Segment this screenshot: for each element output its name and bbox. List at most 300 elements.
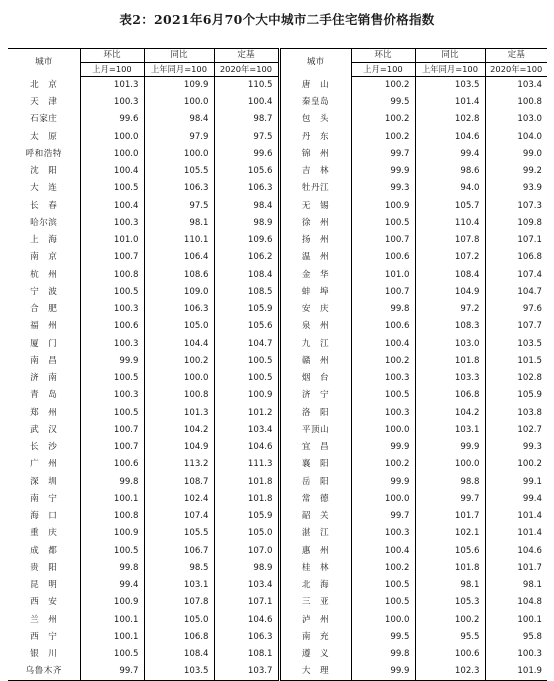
base-value-right: 102.8 bbox=[485, 370, 547, 387]
base-value-left: 108.1 bbox=[214, 646, 279, 663]
mom-value-left: 100.7 bbox=[80, 249, 144, 266]
city-name-right: 济 宁 bbox=[279, 387, 351, 404]
yoy-value-right: 103.1 bbox=[415, 422, 485, 439]
base-value-right: 103.0 bbox=[485, 111, 547, 128]
yoy-value-right: 108.3 bbox=[415, 318, 485, 335]
base-value-right: 99.2 bbox=[485, 163, 547, 180]
base-value-right: 99.1 bbox=[485, 473, 547, 490]
yoy-value-left: 105.0 bbox=[144, 318, 214, 335]
city-name-right: 常 德 bbox=[279, 491, 351, 508]
mom-value-left: 99.4 bbox=[80, 577, 144, 594]
city-name-left: 南 昌 bbox=[30, 355, 58, 366]
mom-value-right: 100.7 bbox=[351, 284, 415, 301]
yoy-value-left: 98.5 bbox=[144, 560, 214, 577]
base-value-right: 104.8 bbox=[485, 594, 547, 611]
mom-value-right: 101.0 bbox=[351, 266, 415, 283]
table-row bbox=[8, 629, 547, 646]
base-value-left: 107.1 bbox=[214, 594, 279, 611]
city-name-left: 宁 波 bbox=[30, 286, 58, 297]
yoy-value-right: 104.6 bbox=[415, 128, 485, 145]
city-name-right: 湛 江 bbox=[279, 525, 351, 542]
yoy-value-left: 98.1 bbox=[144, 215, 214, 232]
yoy-value-right: 102.1 bbox=[415, 525, 485, 542]
yoy-value-right: 99.9 bbox=[415, 439, 485, 456]
table-row bbox=[8, 94, 547, 111]
city-name-right: 泸 州 bbox=[279, 611, 351, 628]
table-row bbox=[8, 456, 547, 473]
city-name-right: 金 华 bbox=[279, 266, 351, 283]
yoy-value-left: 106.3 bbox=[144, 301, 214, 318]
header-yoy-right: 同比 bbox=[415, 49, 485, 63]
table-row bbox=[8, 318, 547, 335]
mom-value-right: 99.8 bbox=[351, 301, 415, 318]
city-name-left: 太 原 bbox=[30, 131, 58, 142]
mom-value-left: 100.8 bbox=[80, 266, 144, 283]
base-value-left: 105.9 bbox=[214, 301, 279, 318]
city-name-left: 天 津 bbox=[30, 97, 58, 108]
city-name-left: 北 京 bbox=[30, 79, 58, 90]
mom-value-left: 100.5 bbox=[80, 370, 144, 387]
city-name-right: 秦皇岛 bbox=[279, 94, 351, 111]
base-value-right: 104.6 bbox=[485, 542, 547, 559]
city-name-left: 成 都 bbox=[30, 545, 58, 556]
mom-value-right: 100.4 bbox=[351, 542, 415, 559]
yoy-value-right: 99.4 bbox=[415, 146, 485, 163]
city-name-left: 海 口 bbox=[30, 511, 58, 522]
base-value-right: 99.0 bbox=[485, 146, 547, 163]
yoy-value-right: 106.8 bbox=[415, 387, 485, 404]
table-row bbox=[8, 301, 547, 318]
base-value-right: 107.7 bbox=[485, 318, 547, 335]
base-value-left: 97.5 bbox=[214, 128, 279, 145]
mom-value-right: 100.0 bbox=[351, 611, 415, 628]
base-value-right: 109.8 bbox=[485, 215, 547, 232]
header-mom-base-left: 上月=100 bbox=[80, 63, 144, 77]
table-body bbox=[8, 77, 547, 681]
header-base-right: 定基 bbox=[485, 49, 547, 63]
yoy-value-right: 107.8 bbox=[415, 232, 485, 249]
city-name-right: 平顶山 bbox=[279, 422, 351, 439]
mom-value-left: 100.5 bbox=[80, 542, 144, 559]
yoy-value-right: 94.0 bbox=[415, 180, 485, 197]
city-name-right: 韶 关 bbox=[279, 508, 351, 525]
city-name-left: 武 汉 bbox=[30, 424, 58, 435]
city-name-left: 郑 州 bbox=[30, 407, 58, 418]
mom-value-right: 100.2 bbox=[351, 353, 415, 370]
table-row bbox=[8, 284, 547, 301]
city-name-left: 广 州 bbox=[30, 459, 58, 470]
yoy-value-right: 101.7 bbox=[415, 508, 485, 525]
base-value-left: 107.0 bbox=[214, 542, 279, 559]
city-name-left: 南 京 bbox=[30, 252, 58, 263]
base-value-left: 98.9 bbox=[214, 215, 279, 232]
city-name-right: 惠 州 bbox=[279, 542, 351, 559]
city-name-right: 遵 义 bbox=[279, 646, 351, 663]
table-row bbox=[8, 111, 547, 128]
base-value-left: 100.9 bbox=[214, 387, 279, 404]
table-row bbox=[8, 560, 547, 577]
city-name-left: 贵 阳 bbox=[30, 562, 58, 573]
table-row bbox=[8, 473, 547, 490]
base-value-right: 107.4 bbox=[485, 266, 547, 283]
yoy-value-left: 105.5 bbox=[144, 525, 214, 542]
city-name-right: 丹 东 bbox=[279, 128, 351, 145]
city-name-right: 泉 州 bbox=[279, 318, 351, 335]
mom-value-left: 100.5 bbox=[80, 404, 144, 421]
mom-value-left: 99.8 bbox=[80, 473, 144, 490]
mom-value-right: 100.3 bbox=[351, 525, 415, 542]
yoy-value-left: 100.0 bbox=[144, 370, 214, 387]
yoy-value-right: 101.4 bbox=[415, 94, 485, 111]
base-value-left: 110.5 bbox=[214, 77, 279, 94]
mom-value-left: 99.9 bbox=[80, 353, 144, 370]
header-city-right: 城市 bbox=[279, 49, 351, 77]
mom-value-left: 100.0 bbox=[80, 128, 144, 145]
mom-value-left: 100.5 bbox=[80, 284, 144, 301]
city-name-left: 合 肥 bbox=[30, 304, 58, 315]
header-mom-left: 环比 bbox=[80, 49, 144, 63]
city-name-right: 无 锡 bbox=[279, 197, 351, 214]
city-name-left: 兰 州 bbox=[30, 614, 58, 625]
header-row-2 bbox=[8, 63, 547, 77]
city-name-right: 包 头 bbox=[279, 111, 351, 128]
yoy-value-right: 104.9 bbox=[415, 284, 485, 301]
city-name-left: 长 春 bbox=[30, 200, 58, 211]
city-name-left: 重 庆 bbox=[30, 528, 58, 539]
base-value-right: 104.0 bbox=[485, 128, 547, 145]
header-mom-base-right: 上月=100 bbox=[351, 63, 415, 77]
mom-value-left: 100.7 bbox=[80, 422, 144, 439]
city-name-right: 大 理 bbox=[279, 663, 351, 680]
mom-value-left: 99.8 bbox=[80, 560, 144, 577]
table-row bbox=[8, 404, 547, 421]
mom-value-right: 99.7 bbox=[351, 508, 415, 525]
mom-value-right: 100.0 bbox=[351, 422, 415, 439]
mom-value-right: 99.8 bbox=[351, 646, 415, 663]
base-value-left: 104.7 bbox=[214, 335, 279, 352]
mom-value-right: 99.5 bbox=[351, 629, 415, 646]
base-value-left: 108.5 bbox=[214, 284, 279, 301]
mom-value-left: 100.3 bbox=[80, 94, 144, 111]
base-value-left: 103.4 bbox=[214, 577, 279, 594]
base-value-left: 108.4 bbox=[214, 266, 279, 283]
base-value-right: 106.8 bbox=[485, 249, 547, 266]
base-value-left: 99.6 bbox=[214, 146, 279, 163]
mom-value-left: 100.6 bbox=[80, 456, 144, 473]
table-row bbox=[8, 180, 547, 197]
mom-value-right: 100.5 bbox=[351, 387, 415, 404]
table-row bbox=[8, 146, 547, 163]
table-row bbox=[8, 422, 547, 439]
base-value-left: 104.6 bbox=[214, 611, 279, 628]
base-value-left: 106.2 bbox=[214, 249, 279, 266]
yoy-value-left: 109.0 bbox=[144, 284, 214, 301]
mom-value-left: 100.7 bbox=[80, 439, 144, 456]
base-value-right: 97.6 bbox=[485, 301, 547, 318]
city-name-right: 牡丹江 bbox=[279, 180, 351, 197]
base-value-right: 107.1 bbox=[485, 232, 547, 249]
yoy-value-left: 106.8 bbox=[144, 629, 214, 646]
mom-value-left: 100.3 bbox=[80, 301, 144, 318]
yoy-value-left: 97.9 bbox=[144, 128, 214, 145]
yoy-value-right: 101.8 bbox=[415, 353, 485, 370]
base-value-right: 102.7 bbox=[485, 422, 547, 439]
yoy-value-right: 100.6 bbox=[415, 646, 485, 663]
mom-value-left: 99.6 bbox=[80, 111, 144, 128]
yoy-value-right: 95.5 bbox=[415, 629, 485, 646]
mom-value-right: 99.7 bbox=[351, 146, 415, 163]
table-row bbox=[8, 491, 547, 508]
city-name-right: 吉 林 bbox=[279, 163, 351, 180]
yoy-value-right: 107.2 bbox=[415, 249, 485, 266]
yoy-value-right: 98.6 bbox=[415, 163, 485, 180]
city-name-left: 杭 州 bbox=[30, 269, 58, 280]
city-name-right: 安 庆 bbox=[279, 301, 351, 318]
yoy-value-left: 110.1 bbox=[144, 232, 214, 249]
base-value-left: 98.7 bbox=[214, 111, 279, 128]
yoy-value-right: 104.2 bbox=[415, 404, 485, 421]
yoy-value-left: 104.2 bbox=[144, 422, 214, 439]
base-value-right: 101.4 bbox=[485, 508, 547, 525]
mom-value-right: 100.5 bbox=[351, 577, 415, 594]
price-index-table bbox=[8, 48, 547, 681]
mom-value-left: 100.6 bbox=[80, 318, 144, 335]
yoy-value-left: 106.3 bbox=[144, 180, 214, 197]
mom-value-right: 100.2 bbox=[351, 77, 415, 94]
base-value-right: 101.5 bbox=[485, 353, 547, 370]
yoy-value-left: 105.5 bbox=[144, 163, 214, 180]
mom-value-left: 100.0 bbox=[80, 146, 144, 163]
city-name-right: 赣 州 bbox=[279, 353, 351, 370]
mom-value-left: 101.3 bbox=[80, 77, 144, 94]
yoy-value-right: 102.8 bbox=[415, 111, 485, 128]
city-name-right: 温 州 bbox=[279, 249, 351, 266]
yoy-value-left: 100.0 bbox=[144, 94, 214, 111]
mom-value-left: 100.3 bbox=[80, 387, 144, 404]
table-title: 表2：2021年6月70个大中城市二手住宅销售价格指数 bbox=[119, 12, 435, 27]
mom-value-right: 100.6 bbox=[351, 249, 415, 266]
table-row bbox=[8, 353, 547, 370]
city-name-left: 呼和浩特 bbox=[25, 148, 62, 159]
yoy-value-left: 100.2 bbox=[144, 353, 214, 370]
base-value-left: 105.6 bbox=[214, 318, 279, 335]
table-row bbox=[8, 249, 547, 266]
yoy-value-left: 104.4 bbox=[144, 335, 214, 352]
base-value-right: 100.8 bbox=[485, 94, 547, 111]
mom-value-right: 100.2 bbox=[351, 456, 415, 473]
mom-value-right: 99.9 bbox=[351, 473, 415, 490]
header-base-left: 定基 bbox=[214, 49, 279, 63]
base-value-left: 105.9 bbox=[214, 508, 279, 525]
city-name-right: 桂 林 bbox=[279, 560, 351, 577]
mom-value-right: 100.5 bbox=[351, 594, 415, 611]
city-name-right: 岳 阳 bbox=[279, 473, 351, 490]
yoy-value-right: 102.3 bbox=[415, 663, 485, 680]
base-value-right: 95.8 bbox=[485, 629, 547, 646]
city-name-right: 襄 阳 bbox=[279, 456, 351, 473]
mom-value-right: 100.3 bbox=[351, 404, 415, 421]
city-name-left: 上 海 bbox=[30, 235, 58, 246]
city-name-right: 锦 州 bbox=[279, 146, 351, 163]
city-name-left: 乌鲁木齐 bbox=[25, 666, 62, 677]
base-value-right: 99.4 bbox=[485, 491, 547, 508]
mom-value-right: 100.0 bbox=[351, 491, 415, 508]
city-name-left: 福 州 bbox=[30, 321, 58, 332]
yoy-value-right: 98.8 bbox=[415, 473, 485, 490]
mom-value-right: 100.3 bbox=[351, 370, 415, 387]
mom-value-left: 100.1 bbox=[80, 629, 144, 646]
city-name-left: 大 连 bbox=[30, 183, 58, 194]
city-name-right: 三 亚 bbox=[279, 594, 351, 611]
base-value-left: 100.5 bbox=[214, 353, 279, 370]
yoy-value-right: 100.2 bbox=[415, 611, 485, 628]
header-row-1 bbox=[8, 49, 547, 63]
mom-value-right: 99.9 bbox=[351, 163, 415, 180]
table-row bbox=[8, 77, 547, 94]
city-name-right: 扬 州 bbox=[279, 232, 351, 249]
city-name-right: 洛 阳 bbox=[279, 404, 351, 421]
mom-value-left: 100.4 bbox=[80, 163, 144, 180]
city-name-left: 青 岛 bbox=[30, 390, 58, 401]
base-value-left: 106.3 bbox=[214, 180, 279, 197]
table-row bbox=[8, 439, 547, 456]
yoy-value-left: 108.7 bbox=[144, 473, 214, 490]
table-row bbox=[8, 197, 547, 214]
yoy-value-right: 98.1 bbox=[415, 577, 485, 594]
base-value-left: 101.8 bbox=[214, 491, 279, 508]
city-name-left: 哈尔滨 bbox=[30, 217, 58, 228]
header-base-base-left: 2020年=100 bbox=[214, 63, 279, 77]
city-name-left: 深 圳 bbox=[30, 476, 58, 487]
yoy-value-right: 99.7 bbox=[415, 491, 485, 508]
base-value-left: 103.4 bbox=[214, 422, 279, 439]
mom-value-right: 100.4 bbox=[351, 335, 415, 352]
table-row bbox=[8, 611, 547, 628]
table-row bbox=[8, 387, 547, 404]
base-value-right: 100.3 bbox=[485, 646, 547, 663]
table-row bbox=[8, 594, 547, 611]
table-row bbox=[8, 335, 547, 352]
mom-value-left: 99.7 bbox=[80, 663, 144, 680]
base-value-right: 103.8 bbox=[485, 404, 547, 421]
mom-value-left: 100.9 bbox=[80, 594, 144, 611]
table-row bbox=[8, 370, 547, 387]
yoy-value-right: 108.4 bbox=[415, 266, 485, 283]
city-name-right: 九 江 bbox=[279, 335, 351, 352]
city-name-right: 徐 州 bbox=[279, 215, 351, 232]
yoy-value-left: 102.4 bbox=[144, 491, 214, 508]
base-value-right: 101.4 bbox=[485, 525, 547, 542]
base-value-right: 105.9 bbox=[485, 387, 547, 404]
mom-value-right: 100.2 bbox=[351, 128, 415, 145]
mom-value-right: 99.3 bbox=[351, 180, 415, 197]
base-value-right: 98.1 bbox=[485, 577, 547, 594]
table-row bbox=[8, 128, 547, 145]
city-name-left: 南 宁 bbox=[30, 493, 58, 504]
yoy-value-right: 100.0 bbox=[415, 456, 485, 473]
base-value-left: 103.7 bbox=[214, 663, 279, 680]
mom-value-right: 100.5 bbox=[351, 215, 415, 232]
yoy-value-right: 105.6 bbox=[415, 542, 485, 559]
base-value-right: 101.7 bbox=[485, 560, 547, 577]
yoy-value-left: 104.9 bbox=[144, 439, 214, 456]
table-row bbox=[8, 542, 547, 559]
mom-value-left: 100.9 bbox=[80, 525, 144, 542]
yoy-value-right: 103.0 bbox=[415, 335, 485, 352]
base-value-left: 109.6 bbox=[214, 232, 279, 249]
city-name-left: 西 安 bbox=[30, 597, 58, 608]
yoy-value-left: 103.1 bbox=[144, 577, 214, 594]
yoy-value-right: 105.3 bbox=[415, 594, 485, 611]
city-name-right: 南 充 bbox=[279, 629, 351, 646]
yoy-value-left: 109.9 bbox=[144, 77, 214, 94]
mom-value-left: 100.1 bbox=[80, 611, 144, 628]
base-value-left: 101.2 bbox=[214, 404, 279, 421]
mom-value-right: 99.5 bbox=[351, 94, 415, 111]
yoy-value-left: 106.4 bbox=[144, 249, 214, 266]
yoy-value-left: 101.3 bbox=[144, 404, 214, 421]
mom-value-right: 100.6 bbox=[351, 318, 415, 335]
city-name-left: 西 宁 bbox=[30, 631, 58, 642]
yoy-value-right: 101.8 bbox=[415, 560, 485, 577]
base-value-left: 111.3 bbox=[214, 456, 279, 473]
base-value-left: 105.0 bbox=[214, 525, 279, 542]
yoy-value-left: 100.0 bbox=[144, 146, 214, 163]
base-value-left: 101.8 bbox=[214, 473, 279, 490]
table-row bbox=[8, 215, 547, 232]
city-name-left: 济 南 bbox=[30, 373, 58, 384]
base-value-left: 98.9 bbox=[214, 560, 279, 577]
header-base-base-right: 2020年=100 bbox=[485, 63, 547, 77]
header-yoy-left: 同比 bbox=[144, 49, 214, 63]
yoy-value-right: 110.4 bbox=[415, 215, 485, 232]
table-row bbox=[8, 232, 547, 249]
table-row bbox=[8, 508, 547, 525]
base-value-right: 104.7 bbox=[485, 284, 547, 301]
mom-value-left: 100.3 bbox=[80, 335, 144, 352]
base-value-left: 100.4 bbox=[214, 94, 279, 111]
city-name-right: 烟 台 bbox=[279, 370, 351, 387]
yoy-value-right: 97.2 bbox=[415, 301, 485, 318]
base-value-right: 100.1 bbox=[485, 611, 547, 628]
mom-value-right: 100.7 bbox=[351, 232, 415, 249]
yoy-value-left: 97.5 bbox=[144, 197, 214, 214]
table-row bbox=[8, 525, 547, 542]
city-name-right: 宜 昌 bbox=[279, 439, 351, 456]
base-value-right: 93.9 bbox=[485, 180, 547, 197]
base-value-left: 105.6 bbox=[214, 163, 279, 180]
city-name-left: 厦 门 bbox=[30, 338, 58, 349]
yoy-value-right: 105.7 bbox=[415, 197, 485, 214]
yoy-value-left: 100.8 bbox=[144, 387, 214, 404]
mom-value-right: 100.9 bbox=[351, 197, 415, 214]
city-name-right: 北 海 bbox=[279, 577, 351, 594]
mom-value-left: 100.5 bbox=[80, 180, 144, 197]
city-name-left: 昆 明 bbox=[30, 580, 58, 591]
mom-value-left: 101.0 bbox=[80, 232, 144, 249]
yoy-value-left: 103.5 bbox=[144, 663, 214, 680]
yoy-value-left: 108.4 bbox=[144, 646, 214, 663]
table-row bbox=[8, 663, 547, 680]
yoy-value-left: 105.0 bbox=[144, 611, 214, 628]
yoy-value-right: 103.5 bbox=[415, 77, 485, 94]
base-value-left: 100.5 bbox=[214, 370, 279, 387]
table-row bbox=[8, 163, 547, 180]
yoy-value-left: 113.2 bbox=[144, 456, 214, 473]
table-row bbox=[8, 266, 547, 283]
base-value-right: 103.4 bbox=[485, 77, 547, 94]
city-name-left: 石家庄 bbox=[30, 114, 58, 125]
